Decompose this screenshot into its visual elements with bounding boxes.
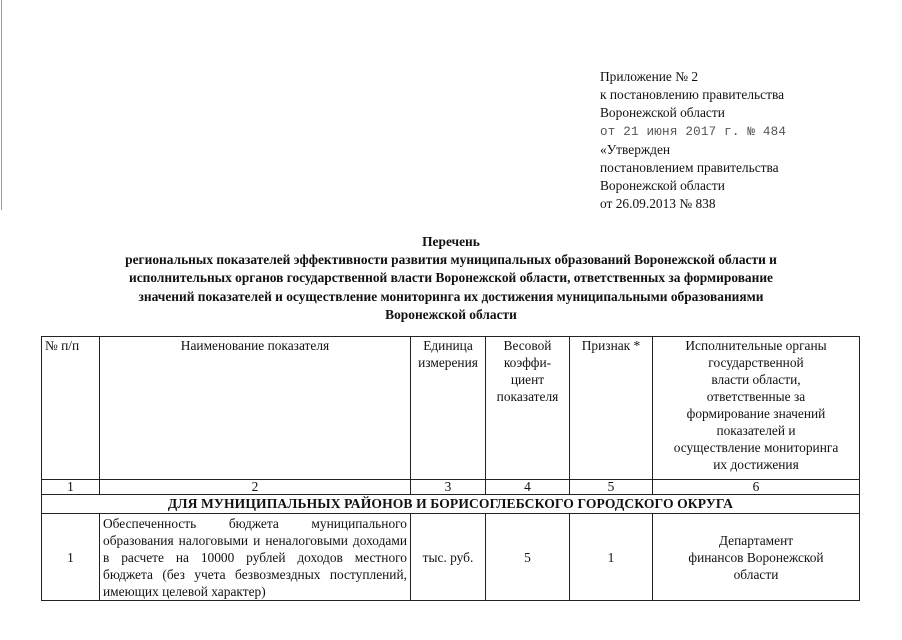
column-number: 6 [653, 480, 860, 495]
header-weight-line: коэффи- [503, 355, 552, 370]
header-organs-line: власти области, [711, 372, 801, 387]
attachment-line-1: Приложение № 2 [600, 69, 699, 84]
attachment-line-3: Воронежской области [600, 105, 725, 121]
header-organs-line: формирование значений [686, 406, 826, 421]
header-organs-line: осуществление мониторинга [673, 440, 839, 455]
title-line-2: региональных показателей эффективности развития муниципальных образований Воронежской области и [125, 252, 777, 268]
row-weight: 5 [486, 514, 570, 601]
row-organ-line: области [733, 566, 779, 582]
attachment-line-8: от 26.09.2013 № 838 [600, 196, 716, 212]
header-name: Наименование показателя [100, 337, 411, 480]
header-weight-line: Весовой [503, 338, 552, 353]
header-organs-line: ответственные за [706, 389, 806, 404]
attachment-line-6: постановлением правительства [600, 160, 779, 176]
column-number: 1 [42, 480, 100, 495]
row-organ-line: Департамент [718, 532, 794, 548]
title-line-1: Перечень [422, 234, 480, 249]
column-number: 5 [570, 480, 653, 495]
attachment-line-7: Воронежской области [600, 178, 725, 194]
header-organs [653, 337, 860, 480]
title-line-4: значений показателей и осуществление мониторинга их достижения муниципальными образованиями [138, 288, 764, 304]
column-numbers-row [42, 480, 860, 495]
row-indicator-name: Обеспеченность бюджета муниципального образования налоговыми и неналоговыми доходами в расчете на 10000 рублей доходов местного бюджета (без учета безвозмездных поступлений, имеющих целевой характер) [100, 514, 411, 601]
attachment-line-2: к постановлению правительства [600, 87, 785, 103]
row-unit: тыс. руб. [411, 514, 486, 601]
header-unit-line: измерения [418, 355, 478, 370]
row-num: 1 [42, 514, 100, 601]
attachment-decree-date: от 21 июня 2017 г. № 484 [600, 124, 787, 139]
header-weight-line: показателя [496, 389, 559, 404]
table-header-row [42, 337, 860, 480]
header-unit [411, 337, 486, 480]
attachment-line-5: «Утвержден [600, 141, 671, 157]
table-row [42, 514, 860, 601]
row-organ-line: финансов Воронежской [688, 549, 824, 565]
document-title [60, 233, 842, 324]
column-number: 3 [411, 480, 486, 495]
section-title: ДЛЯ МУНИЦИПАЛЬНЫХ РАЙОНОВ И БОРИСОГЛЕБСКОГО ГОРОДСКОГО ОКРУГА [42, 495, 860, 514]
header-organs-line: показателей и [716, 423, 796, 438]
header-weight [486, 337, 570, 480]
title-line-5: Воронежской области [385, 306, 517, 322]
scan-edge-line [1, 0, 2, 210]
section-row [42, 495, 860, 514]
header-sign: Признак * [570, 337, 653, 480]
row-sign: 1 [570, 514, 653, 601]
row-organ [653, 514, 860, 601]
column-number: 4 [486, 480, 570, 495]
header-num: № п/п [42, 337, 100, 480]
indicators-table [41, 336, 860, 601]
header-organs-line: государственной [708, 355, 804, 370]
column-number: 2 [100, 480, 411, 495]
title-line-3: исполнительных органов государственной власти Воронежской области, ответственных за формирование [129, 270, 773, 286]
header-weight-line: циент [510, 372, 545, 387]
header-organs-line: Исполнительные органы [685, 338, 827, 353]
header-organs-line: их достижения [713, 457, 799, 472]
attachment-block [600, 68, 890, 214]
header-unit-line: Единица [423, 338, 473, 353]
